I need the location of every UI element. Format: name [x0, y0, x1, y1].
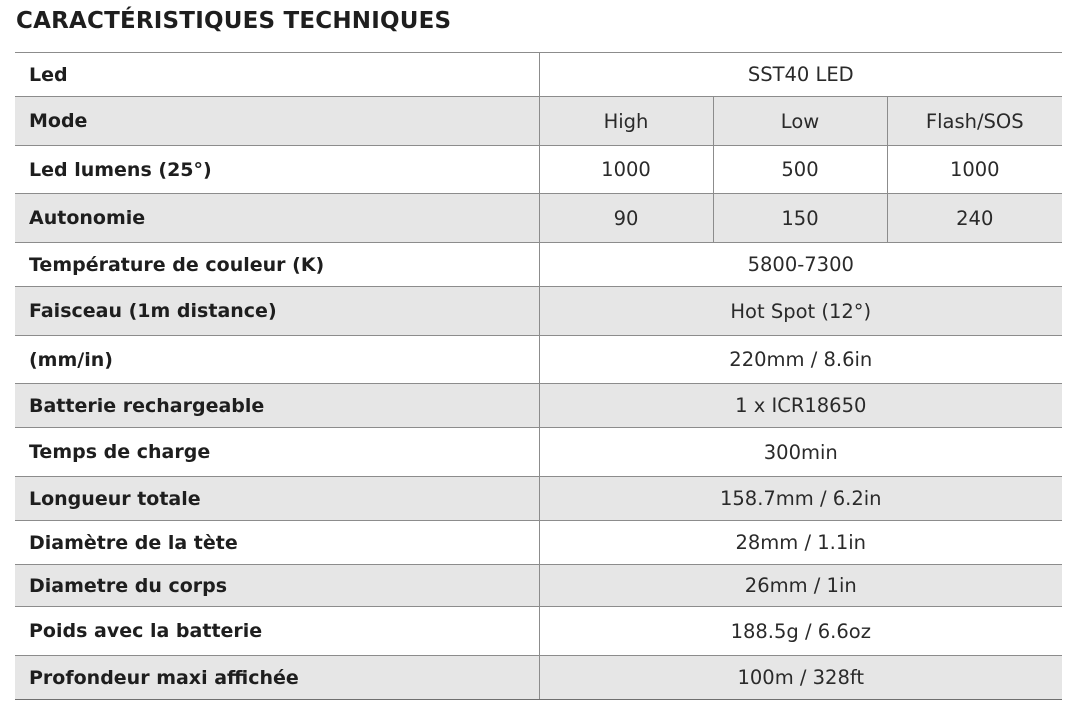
- row-value-high: 1000: [539, 146, 713, 194]
- row-label: Longueur totale: [15, 477, 539, 521]
- row-label: Faisceau (1m distance): [15, 287, 539, 336]
- row-value-low: Low: [713, 97, 887, 146]
- row-value-flash-sos: 1000: [887, 146, 1062, 194]
- row-label: (mm/in): [15, 336, 539, 384]
- row-value-flash-sos: 240: [887, 194, 1062, 243]
- row-label: Temps de charge: [15, 428, 539, 477]
- row-label: Profondeur maxi affichée: [15, 656, 539, 700]
- row-value: 300min: [539, 428, 1062, 477]
- table-row: [15, 97, 1062, 146]
- row-value-high: 90: [539, 194, 713, 243]
- table-row: [15, 53, 1062, 97]
- row-value-low: 150: [713, 194, 887, 243]
- row-label: Led: [15, 53, 539, 97]
- table-row: [15, 336, 1062, 384]
- row-value: 220mm / 8.6in: [539, 336, 1062, 384]
- row-label: Led lumens (25°): [15, 146, 539, 194]
- row-value: 100m / 328ft: [539, 656, 1062, 700]
- table-row: [15, 607, 1062, 656]
- row-value: 5800-7300: [539, 243, 1062, 287]
- row-value-flash-sos: Flash/SOS: [887, 97, 1062, 146]
- specs-table: [15, 52, 1062, 700]
- row-value-high: High: [539, 97, 713, 146]
- row-value: Hot Spot (12°): [539, 287, 1062, 336]
- row-value-low: 500: [713, 146, 887, 194]
- row-value: 158.7mm / 6.2in: [539, 477, 1062, 521]
- page-title: CARACTÉRISTIQUES TECHNIQUES: [16, 8, 452, 34]
- table-row: [15, 521, 1062, 565]
- table-row: [15, 477, 1062, 521]
- table-row: [15, 194, 1062, 243]
- row-label: Température de couleur (K): [15, 243, 539, 287]
- row-value: 1 x ICR18650: [539, 384, 1062, 428]
- row-label: Poids avec la batterie: [15, 607, 539, 656]
- row-value: 188.5g / 6.6oz: [539, 607, 1062, 656]
- table-row: [15, 243, 1062, 287]
- table-row: [15, 384, 1062, 428]
- row-value: 28mm / 1.1in: [539, 521, 1062, 565]
- row-label: Mode: [15, 97, 539, 146]
- row-value: SST40 LED: [539, 53, 1062, 97]
- table-row: [15, 287, 1062, 336]
- row-label: Diametre du corps: [15, 565, 539, 607]
- row-label: Autonomie: [15, 194, 539, 243]
- table-row: [15, 428, 1062, 477]
- row-label: Batterie rechargeable: [15, 384, 539, 428]
- row-value: 26mm / 1in: [539, 565, 1062, 607]
- table-row: [15, 565, 1062, 607]
- table-row: [15, 146, 1062, 194]
- row-label: Diamètre de la tète: [15, 521, 539, 565]
- table-row: [15, 656, 1062, 700]
